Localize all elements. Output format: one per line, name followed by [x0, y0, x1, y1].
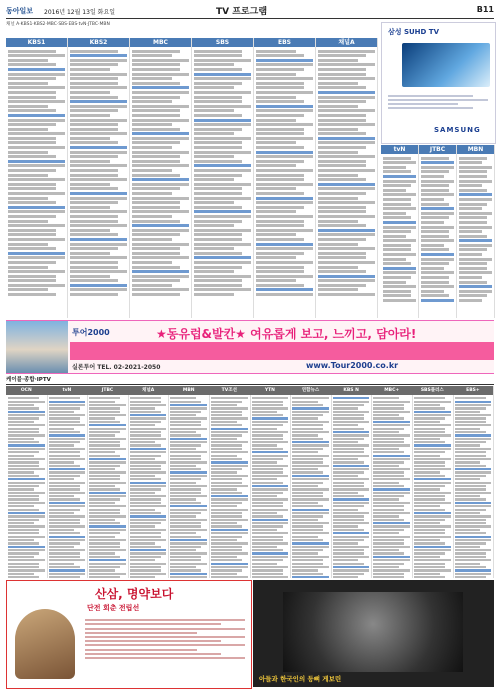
- cable-header: 케이블·종합·IPTV: [6, 375, 494, 385]
- channel-header: JTBC: [87, 386, 128, 395]
- channel-header: TV조선: [209, 386, 250, 395]
- channel-column: [168, 386, 210, 578]
- ad-headline: 산삼, 명약보다: [95, 587, 174, 601]
- channel-column: [457, 145, 495, 318]
- channel-header: MBN: [457, 145, 494, 154]
- channel-column: [419, 145, 457, 318]
- channel-column: [371, 386, 413, 578]
- channel-header: SBS플러스: [412, 386, 453, 395]
- tour-url: www.Tour2000.co.kr: [306, 361, 399, 370]
- channel-header: YTN: [250, 386, 291, 395]
- tv-schedule-grid-right: [381, 145, 494, 318]
- channel-header: 채널A: [128, 386, 169, 395]
- channel-column: [6, 38, 68, 318]
- channel-column: [209, 386, 251, 578]
- channel-column: [316, 38, 378, 318]
- channel-column: [412, 386, 454, 578]
- channel-header: OCN: [6, 386, 47, 395]
- channel-line: 채널 A·KBS1·KBS2·MBC·SBS·EBS·tvN·JTBC·MBN: [6, 22, 110, 27]
- channel-column: [192, 38, 254, 318]
- channel-header: 채널A: [316, 38, 377, 47]
- channel-header: KBS2: [68, 38, 129, 47]
- channel-header: MBN: [168, 386, 209, 395]
- ad-title: 삼성 SUHD TV: [388, 28, 439, 36]
- tour-tel: 실론투어 TEL. 02-2021-2050: [72, 364, 161, 371]
- channel-header: EBS+: [453, 386, 494, 395]
- channel-column: [381, 145, 419, 318]
- tv-image: [402, 43, 490, 87]
- channel-header: 연합뉴스: [290, 386, 331, 395]
- tour-logo: 투어2000: [72, 328, 110, 337]
- masthead: [6, 4, 494, 19]
- ad-copy: [388, 93, 488, 111]
- page-number: B11: [476, 5, 494, 14]
- tour-ad: [6, 320, 494, 374]
- samsung-ad: [381, 22, 496, 144]
- section-title: TV 프로그램: [216, 7, 268, 17]
- channel-header: KBS N: [331, 386, 372, 395]
- channel-header: tvN: [381, 145, 418, 154]
- ad-copy: [85, 617, 245, 661]
- channel-header: EBS: [254, 38, 315, 47]
- channel-header: KBS1: [6, 38, 67, 47]
- channel-column: [6, 386, 48, 578]
- tour-photo: [6, 321, 68, 373]
- tv-schedule-grid: [6, 38, 378, 318]
- issue-date: 2016년 12월 13일 화요일: [44, 9, 116, 16]
- channel-column: [128, 386, 170, 578]
- channel-column: [331, 386, 373, 578]
- channel-column: [250, 386, 292, 578]
- channel-header: MBC+: [371, 386, 412, 395]
- channel-column: [87, 386, 129, 578]
- ginseng-ad: [6, 580, 252, 689]
- medicine-ad: [253, 580, 494, 687]
- channel-column: [47, 386, 89, 578]
- channel-column: [453, 386, 495, 578]
- channel-header: JTBC: [419, 145, 456, 154]
- ad-photo: [283, 592, 463, 672]
- ad-subtitle: 단전 회춘 전립선: [87, 604, 140, 612]
- tour-headline: ★동유럽&발칸★ 여유롭게 보고, 느끼고, 담아라!: [156, 327, 417, 341]
- channel-header: SBS: [192, 38, 253, 47]
- ad-headline: 아들과 한국인의 등뼈 게보린: [259, 675, 342, 683]
- product-image: [15, 609, 75, 679]
- channel-column: [254, 38, 316, 318]
- channel-column: [290, 386, 332, 578]
- cable-schedule-grid: [6, 386, 494, 578]
- brand-logo: 동아일보: [6, 7, 34, 15]
- channel-column: [130, 38, 192, 318]
- tour-price-bar: [70, 342, 494, 360]
- channel-header: tvN: [47, 386, 88, 395]
- samsung-logo: SAMSUNG: [434, 126, 481, 134]
- channel-header: MBC: [130, 38, 191, 47]
- channel-column: [68, 38, 130, 318]
